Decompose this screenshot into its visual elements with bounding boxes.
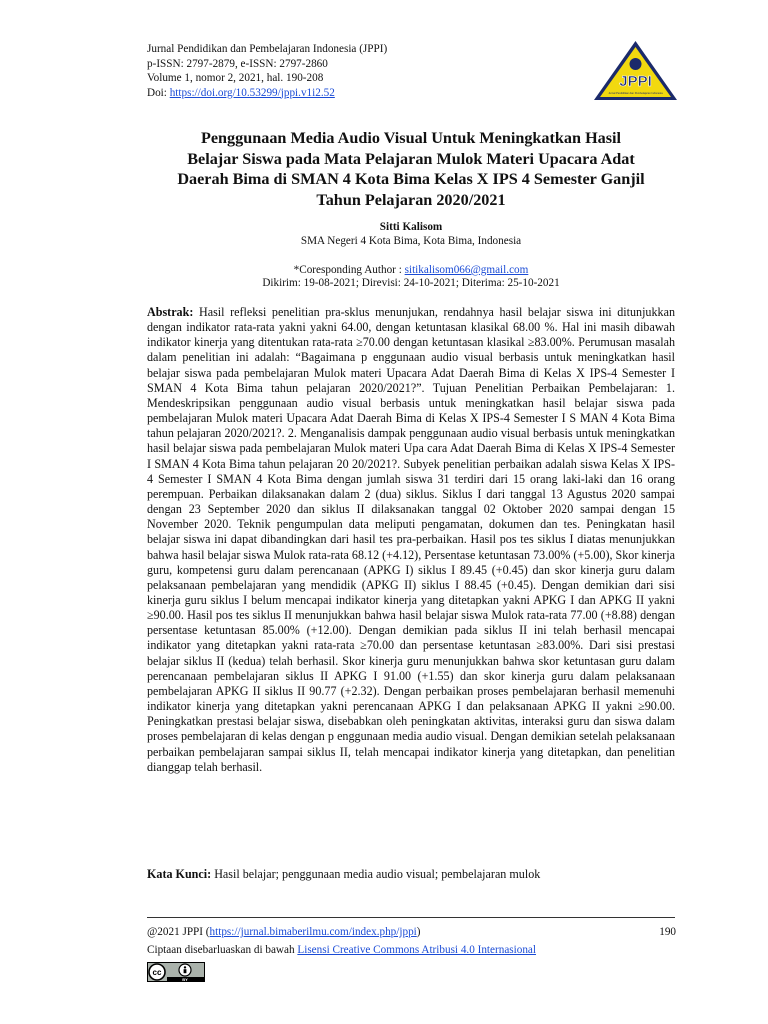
copyright-prefix: @2021 JPPI ( <box>147 926 210 938</box>
keywords-text: Hasil belajar; penggunaan media audio visual; pembelajaran mulok <box>211 867 541 881</box>
abstract <box>147 305 675 775</box>
journal-name: Jurnal Pendidikan dan Pembelajaran Indonesia (JPPI) <box>147 43 388 55</box>
corresponding-author <box>147 264 675 276</box>
journal-header <box>147 42 387 100</box>
logo-emblem <box>630 58 642 70</box>
logo-text: JPPI <box>619 73 652 90</box>
person-icon-body <box>184 969 187 973</box>
article-title <box>147 128 675 210</box>
license-link[interactable]: Lisensi Creative Commons Atribusi 4.0 Internasional <box>297 944 537 956</box>
submission-dates: Dikirim: 19-08-2021; Direvisi: 24-10-2021; Diterima: 25-10-2021 <box>262 277 560 289</box>
author-email-link[interactable]: sitikalisom066@gmail.com <box>404 264 529 276</box>
keywords-label: Kata Kunci: <box>147 867 212 881</box>
cc-by-badge[interactable] <box>147 962 205 982</box>
title-line: Daerah Bima di SMAN 4 Kota Bima Kelas X IPS 4 Semester Ganjil <box>177 170 645 188</box>
jppi-logo <box>593 40 678 102</box>
journal-url-link[interactable]: https://jurnal.bimaberilmu.com/index.php/jppi <box>209 926 417 938</box>
corresponding-label: *Coresponding Author : <box>293 264 405 276</box>
title-line: Belajar Siswa pada Mata Pelajaran Mulok Materi Upacara Adat <box>187 149 635 168</box>
abstract-text: Hasil refleksi penelitian pra-sklus menunjukan, rendahnya hasil belajar siswa ini ditunjukkan dengan indikator rata-rata yakni yakni 64.00, dengan ketuntasan klasikal 68.00 %. Hal ini masih dibawah indikator kinerja yang ditentukan rata-rata ≥70.00 dengan ketuntasan klasikal ≥83.00%. Perumusan masalah dalam penelitian ini adalah: “Bagaimana p enggunaan audio visual berbasis untuk meningkatkan hasil belajar siswa pada pembelajaran Mulok materi Upacara Adat Daerah Bima di Kelas X IPS-4 Semester I SMAN 4 Kota Bima tahun pelajaran 2020/2021?”. Tujuan Penelitian Perbaikan Pembelajaran: 1. Mendeskripsikan penggunaan audio visual berbasis untuk meningkatkan hasil belajar siswa pada pembelajaran Mulok materi Upacara Adat Daerah Bima di Kelas X IPS-4 Semester I S MAN 4 Kota Bima tahun pelajaran 2020/2021?. 2. Menganalisis dampak penggunaan audio visual berbasis untuk meningkatkan hasil belajar siswa pada pembelajaran Mulok materi Upa cara Adat Daerah Bima di Kelas X IPS-4 Semester I SMAN 4 Kota Bima tahun pelajaran 20 20/2021?. Subyek penelitian perbaikan adalah siswa Kelas X IPS-4 Semester I SMAN 4 Kota Bima dengan jumlah siswa 31 terdiri dari 15 orang laki-laki dan 16 orang perempuan. Perbaikan dilaksanakan dalam 2 (dua) siklus. Siklus I dari tanggal 13 Agustus 2020 sampai dengan 23 September 2020 dan siklus II dilaksanakan tanggal 02 Oktober 2020 sampai dengan 15 November 2020. Teknik pengumpulan data meliputi pengamatan, dokumen dan tes. Peningkatan hasil belajar siswa ini dapat dibandingkan dari hasil tes pra-perbaikan. Hasil pos tes siklus I diatas menunjukkan bahwa hasil belajar siswa Mulok rata-rata 68.12 (+4.12), Persentase ketuntasan 73.00% (+5.00), Skor kinerja guru, kompetensi guru dalam perencanaan (APKG I) siklus I 89.45 (+0.45) dan skor kinerja guru dalam pelaksanaan pembelajaran yang mendidik (APKG II) siklus I 88.45 (+0.45). Dengan demikian dari sisi kinerja guru siklus I belum mencapai indikator kinerja yang ditetapkan yakni APKG I dan APKG II yakni ≥90.00. Hasil pos tes siklus II menunjukkan bahwa hasil belajar siswa Mulok rata-rata 77.00 (+8.88) dengan persentase ketuntasan 85.00% (+12.00). Dengan demikian pada siklus II ini telah berhasil mencapai indikator yang ditetapkan yakni rata-rata ≥70.00 dan persentase ketuntasan ≥83.00%. Dari sisi prestasi belajar siklus II (kedua) telah berhasil. Skor kinerja guru menunjukkan bahwa skor ketuntasan guru dalam perencanaan pembelajaran siklus II APKG I 91.00 (+1.55) dan skor kinerja guru dalam pelaksanaan pembelajaran APKG II siklus II 90.77 (+2.32). Dengan perbaikan proses pembelajaran berhasil memenuhi indikator kinerja yang ditetapkan yakni perencanaan APKG I dan pelaksanaan APKG II yakni ≥90.00. Peningkatkan prestasi belajar siswa, disebabkan oleh peningkatan aktivitas, interaksi guru dan siswa dalam proses pembelajaran di kelas dengan p enggunaan media audio visual. Dengan demikian setelah pelaksanaan perbaikan pembelajaran sampai siklus II, telah mencapai indikator kinerja yang ditetapkan, dan penelitian dianggap telah berhasil. <box>147 305 675 774</box>
by-text: BY <box>182 976 188 982</box>
person-icon-head <box>184 966 186 968</box>
footer-copyright <box>147 926 421 938</box>
journal-issn: p-ISSN: 2797-2879, e-ISSN: 2797-2860 <box>147 57 328 70</box>
author-name: Sitti Kalisom <box>379 221 443 233</box>
logo-subtext: Jurnal Pendidikan dan Pembelajaran Indonesia <box>608 92 663 95</box>
license-statement <box>147 944 536 956</box>
page-number: 190 <box>659 926 676 938</box>
cc-icon-text: cc <box>152 968 162 977</box>
journal-volume: Volume 1, nomor 2, 2021, hal. 190-208 <box>147 72 324 84</box>
title-line: Tahun Pelajaran 2020/2021 <box>316 190 506 209</box>
doi-label: Doi: <box>147 86 170 99</box>
doi-link[interactable]: https://doi.org/10.53299/jppi.v1i2.52 <box>169 86 335 99</box>
author-affiliation: SMA Negeri 4 Kota Bima, Kota Bima, Indonesia <box>300 235 522 247</box>
title-line: Penggunaan Media Audio Visual Untuk Meningkatkan Hasil <box>200 129 622 147</box>
journal-doi <box>147 86 387 101</box>
footer-divider <box>147 917 675 918</box>
keywords <box>147 867 675 882</box>
abstract-label: Abstrak: <box>147 305 194 319</box>
license-prefix: Ciptaan disebarluaskan di bawah <box>147 944 298 956</box>
copyright-suffix: ) <box>416 926 421 938</box>
